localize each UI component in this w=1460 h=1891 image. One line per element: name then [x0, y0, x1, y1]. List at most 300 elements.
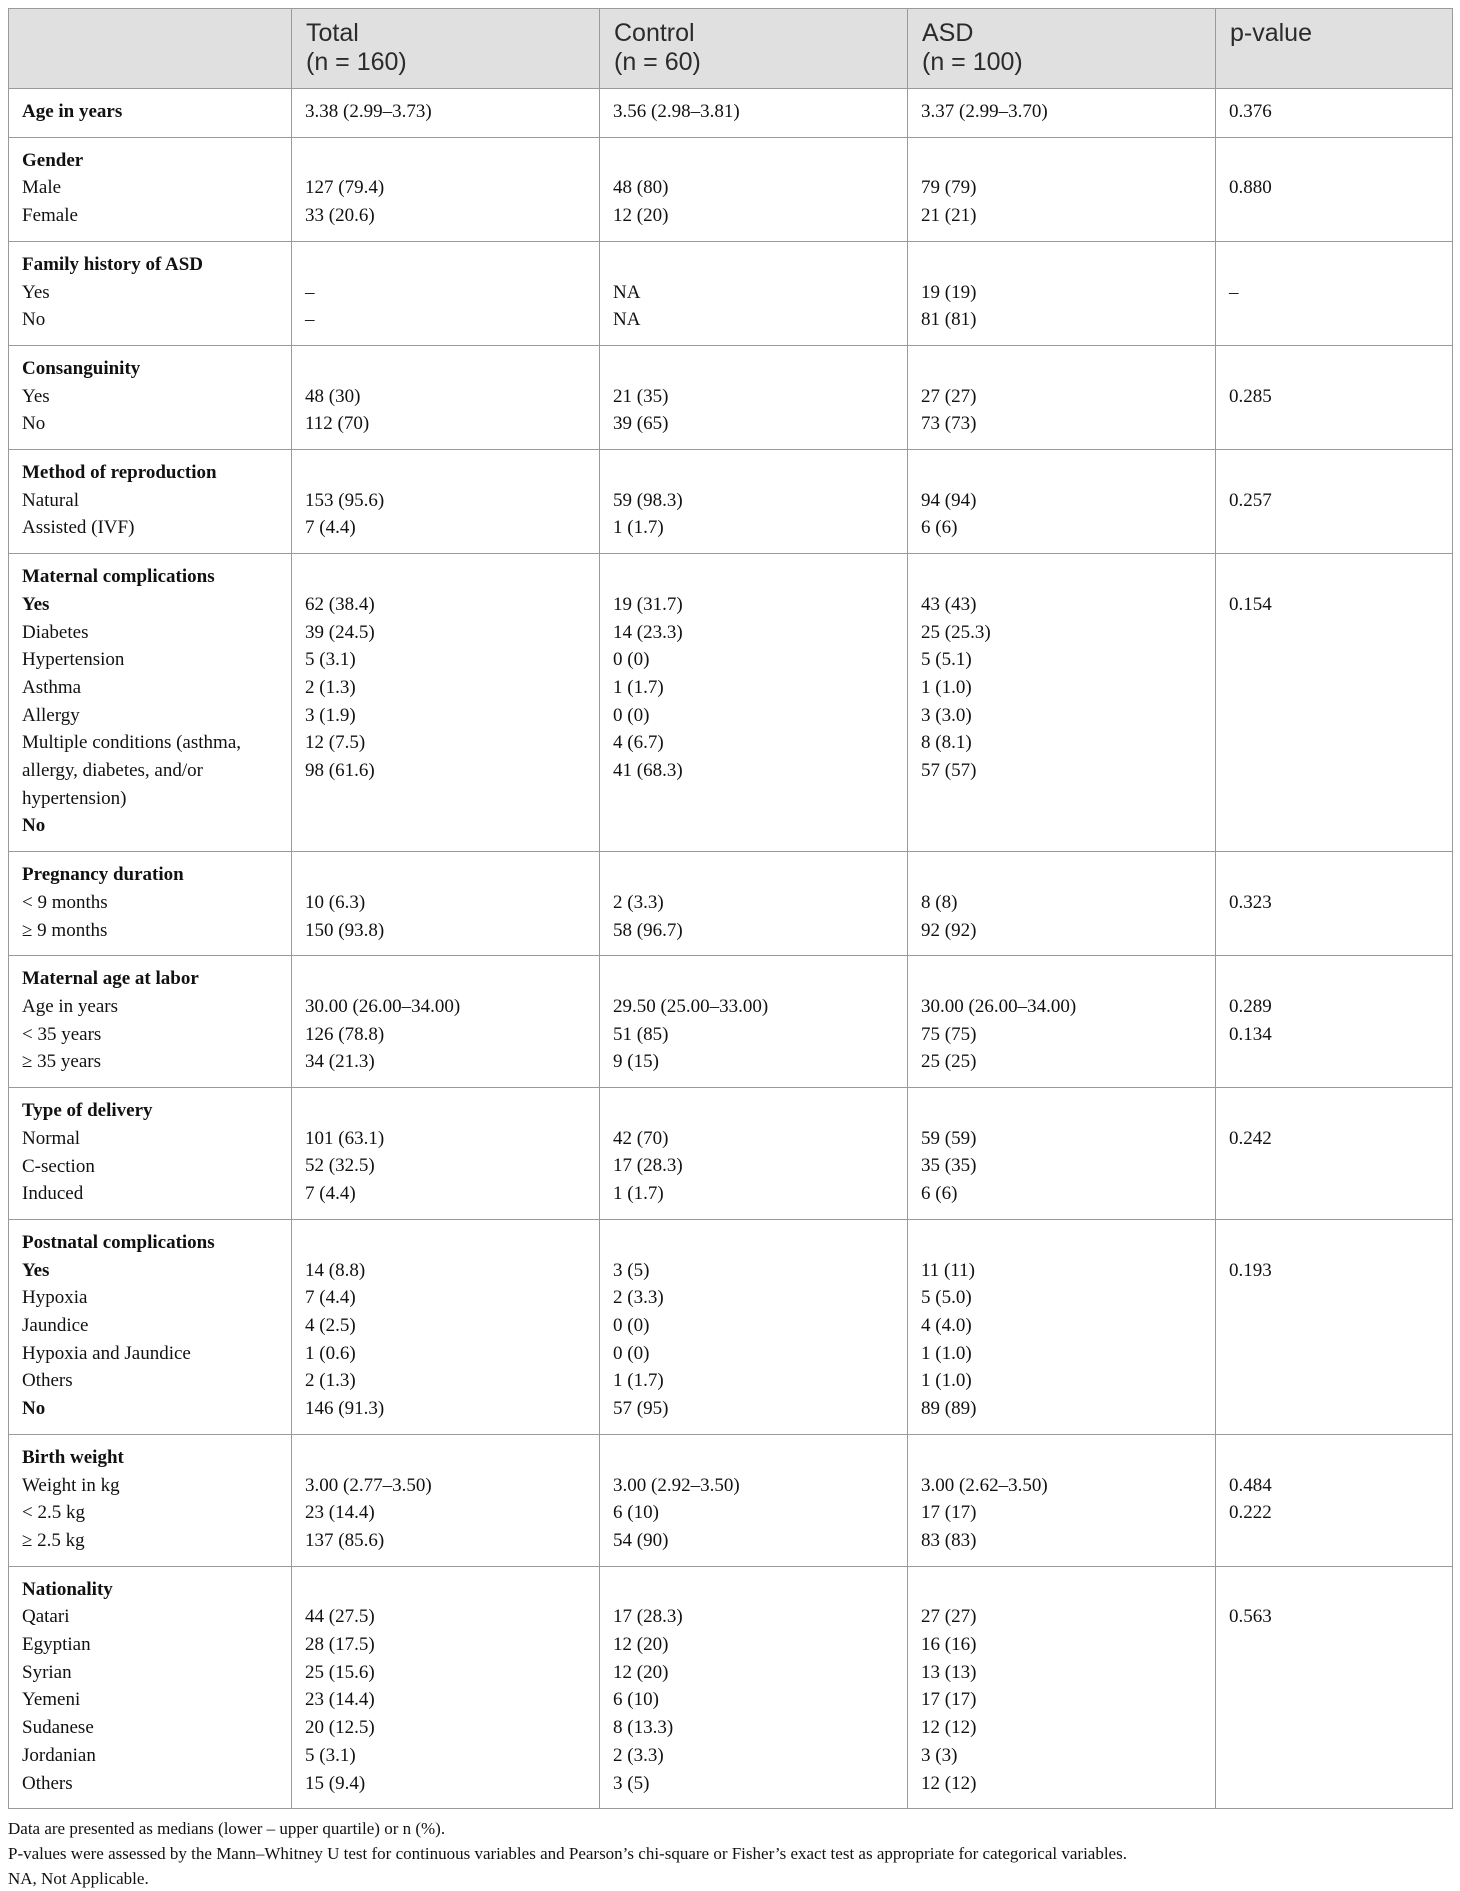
cell-value: 30.00 (26.00–34.00) [305, 995, 461, 1017]
subcategory-label: Jordanian [22, 1744, 96, 1766]
cell-value: 51 (85) [613, 1023, 669, 1045]
table-row [9, 89, 1453, 138]
subcategory-label: < 2.5 kg [22, 1502, 85, 1524]
cell-value: 1 (1.7) [613, 1183, 664, 1205]
subcategory-label: hypertension) [22, 787, 127, 809]
spacer [613, 251, 894, 279]
subcategory-label: No [22, 1398, 46, 1420]
spacer [1229, 147, 1439, 175]
cell-value: 12 (7.5) [305, 732, 366, 754]
cell-value: 34 (21.3) [305, 1051, 375, 1073]
value-cell-p-value [1216, 1219, 1453, 1434]
subcategory-label: Yes [22, 385, 50, 407]
header-p-value-line-1: p-value [1230, 19, 1312, 47]
category-label: Birth weight [22, 1446, 124, 1468]
header-control-line-2: (n = 60) [614, 48, 701, 76]
cell-value: 126 (78.8) [305, 1023, 385, 1045]
cell-value: 2 (1.3) [305, 1370, 356, 1392]
cell-value: 44 (27.5) [305, 1606, 375, 1628]
spacer [613, 861, 894, 889]
spacer [1229, 861, 1439, 889]
cell-value: 7 (4.4) [305, 1183, 356, 1205]
cell-value: 33 (20.6) [305, 205, 375, 227]
cell-value: 35 (35) [921, 1155, 977, 1177]
header-cell-asd [908, 9, 1216, 89]
cell-value: 21 (35) [613, 385, 669, 407]
category-label: Gender [22, 149, 84, 171]
spacer [613, 1444, 894, 1472]
subcategory-label: Others [22, 1772, 73, 1794]
cell-value: 0.289 [1229, 995, 1272, 1017]
cell-value: 7 (4.4) [305, 517, 356, 539]
cell-value: 3.00 (2.92–3.50) [613, 1474, 740, 1496]
row-label-cell [9, 956, 292, 1088]
spacer [305, 1229, 586, 1257]
subcategory-label: Weight in kg [22, 1474, 120, 1496]
cell-value: 13 (13) [921, 1661, 977, 1683]
spacer [1229, 459, 1439, 487]
value-cell-p-value [1216, 345, 1453, 449]
spacer [613, 965, 894, 993]
spacer [921, 355, 1202, 383]
category-label: Maternal age at labor [22, 968, 199, 990]
value-cell-p-value [1216, 1434, 1453, 1566]
cell-value: 41 (68.3) [613, 760, 683, 782]
row-label-cell [9, 1088, 292, 1220]
cell-value: 137 (85.6) [305, 1529, 385, 1551]
cell-value: 39 (24.5) [305, 621, 375, 643]
value-cell-control [600, 1566, 908, 1809]
cell-value: 3 (5) [613, 1259, 650, 1281]
cell-value: 30.00 (26.00–34.00) [921, 995, 1077, 1017]
cell-value: 98 (61.6) [305, 760, 375, 782]
value-cell-asd [908, 450, 1216, 554]
cell-value: 3 (3) [921, 1744, 958, 1766]
value-cell-p-value [1216, 554, 1453, 852]
value-cell-total [292, 345, 600, 449]
spacer [921, 1444, 1202, 1472]
value-cell-p-value [1216, 1088, 1453, 1220]
subcategory-label: Hypertension [22, 649, 125, 671]
subcategory-label: < 35 years [22, 1023, 102, 1045]
cell-value: 39 (65) [613, 413, 669, 435]
cell-value: 3.37 (2.99–3.70) [921, 101, 1048, 122]
table-row [9, 1088, 1453, 1220]
subcategory-label: Yemeni [22, 1689, 81, 1711]
spacer [921, 563, 1202, 591]
subcategory-label: Hypoxia [22, 1287, 88, 1309]
category-label: Family history of ASD [22, 253, 204, 275]
cell-value: 2 (3.3) [613, 1287, 664, 1309]
table-row [9, 554, 1453, 852]
cell-value: – [305, 281, 315, 303]
cell-value: 17 (28.3) [613, 1606, 683, 1628]
value-cell-asd [908, 554, 1216, 852]
cell-value: 6 (10) [613, 1502, 659, 1524]
header-asd-line-1: ASD [922, 19, 974, 47]
cell-value: 1 (1.0) [921, 676, 972, 698]
row-label-cell [9, 241, 292, 345]
value-cell-asd [908, 1434, 1216, 1566]
cell-value: 0.257 [1229, 489, 1272, 511]
category-label: Maternal complications [22, 566, 215, 588]
value-cell-total [292, 554, 600, 852]
spacer [613, 355, 894, 383]
spacer [613, 1229, 894, 1257]
table-row [9, 1219, 1453, 1434]
cell-value: 0.323 [1229, 891, 1272, 913]
value-cell-total [292, 1434, 600, 1566]
subcategory-label: < 9 months [22, 891, 108, 913]
subcategory-label: Asthma [22, 676, 82, 698]
cell-value: 4 (2.5) [305, 1315, 356, 1336]
subcategory-label: Qatari [22, 1606, 70, 1628]
value-cell-p-value [1216, 241, 1453, 345]
value-cell-p-value [1216, 89, 1453, 138]
subcategory-label: Normal [22, 1127, 81, 1149]
value-cell-control [600, 450, 908, 554]
spacer [305, 251, 586, 279]
subcategory-label: Jaundice [22, 1315, 89, 1337]
cell-value: 14 (8.8) [305, 1259, 366, 1281]
value-cell-total [292, 1088, 600, 1220]
spacer [921, 1229, 1202, 1257]
cell-value: 11 (11) [921, 1259, 975, 1281]
subcategory-label: Induced [22, 1183, 84, 1205]
subcategory-label: Others [22, 1370, 73, 1392]
cell-value: 7 (4.4) [305, 1287, 356, 1309]
cell-value: 0.880 [1229, 177, 1272, 199]
cell-value: 62 (38.4) [305, 593, 375, 615]
cell-value: 25 (25.3) [921, 621, 991, 643]
cell-value: 6 (10) [613, 1689, 659, 1711]
cell-value: 19 (19) [921, 281, 977, 303]
cell-value: 5 (3.1) [305, 649, 356, 671]
cell-value: 5 (5.1) [921, 649, 972, 671]
row-label-cell [9, 137, 292, 241]
cell-value: 48 (80) [613, 177, 669, 199]
value-cell-control [600, 89, 908, 138]
subcategory-label: Assisted (IVF) [22, 517, 135, 539]
header-cell-p-value [1216, 9, 1453, 89]
category-label: Consanguinity [22, 357, 141, 379]
subcategory-label: Male [22, 177, 62, 199]
cell-value: 146 (91.3) [305, 1398, 385, 1420]
spacer [613, 1097, 894, 1125]
subcategory-label: Yes [22, 593, 50, 615]
value-cell-asd [908, 852, 1216, 956]
table-row [9, 1566, 1453, 1809]
cell-value: – [305, 309, 315, 331]
subcategory-label: Female [22, 205, 78, 227]
value-cell-total [292, 450, 600, 554]
cell-value: 59 (98.3) [613, 489, 683, 511]
cell-value: 54 (90) [613, 1529, 669, 1551]
spacer [1229, 1444, 1439, 1472]
cell-value: 42 (70) [613, 1127, 669, 1149]
cell-value: 21 (21) [921, 205, 977, 227]
spacer [613, 1576, 894, 1604]
cell-value: 0.563 [1229, 1606, 1272, 1628]
table-row [9, 852, 1453, 956]
subcategory-label: Natural [22, 489, 79, 511]
cell-value: 4 (6.7) [613, 732, 664, 754]
header-cell-control [600, 9, 908, 89]
value-cell-control [600, 1434, 908, 1566]
value-cell-total [292, 956, 600, 1088]
row-label-cell [9, 450, 292, 554]
cell-value: 3 (5) [613, 1772, 650, 1794]
table-row [9, 345, 1453, 449]
cell-value: 0 (0) [613, 649, 650, 671]
cell-value: 25 (25) [921, 1051, 977, 1073]
cell-value: 81 (81) [921, 309, 977, 331]
cell-value: 14 (23.3) [613, 621, 683, 643]
cell-value: 0.134 [1229, 1023, 1272, 1045]
cell-value: 5 (5.0) [921, 1287, 972, 1309]
value-cell-p-value [1216, 852, 1453, 956]
subcategory-label: ≥ 35 years [22, 1051, 102, 1073]
value-cell-total [292, 89, 600, 138]
cell-value: 0 (0) [613, 1315, 650, 1336]
cell-value: 23 (14.4) [305, 1502, 375, 1524]
cell-value: 12 (20) [613, 1661, 669, 1683]
subcategory-label: Hypoxia and Jaundice [22, 1342, 191, 1364]
cell-value: 3.38 (2.99–3.73) [305, 101, 432, 122]
cell-value: 0 (0) [613, 704, 650, 726]
cell-value: 1 (1.0) [921, 1370, 972, 1392]
spacer [305, 1097, 586, 1125]
category-label: Nationality [22, 1578, 113, 1600]
spacer [613, 147, 894, 175]
spacer [305, 563, 586, 591]
value-cell-control [600, 241, 908, 345]
subcategory-label: Diabetes [22, 621, 89, 643]
cell-value: 0.376 [1229, 101, 1272, 122]
cell-value: 0.285 [1229, 385, 1272, 407]
cell-value: 19 (31.7) [613, 593, 683, 615]
cell-value: 1 (1.0) [921, 1342, 972, 1364]
cell-value: 3.00 (2.62–3.50) [921, 1474, 1048, 1496]
cell-value: 12 (20) [613, 1634, 669, 1656]
cell-value: 0.484 [1229, 1474, 1272, 1496]
cell-value: 17 (17) [921, 1502, 977, 1524]
cell-value: 8 (8) [921, 891, 958, 913]
subcategory-label: No [22, 309, 46, 331]
subcategory-label: No [22, 815, 46, 837]
header-cell-label [9, 9, 292, 89]
cell-value: 8 (8.1) [921, 732, 972, 754]
value-cell-asd [908, 956, 1216, 1088]
value-cell-control [600, 1088, 908, 1220]
cell-value: 112 (70) [305, 413, 370, 435]
spacer [1229, 251, 1439, 279]
value-cell-total [292, 137, 600, 241]
table-row [9, 137, 1453, 241]
subcategory-label: Yes [22, 1259, 50, 1281]
spacer [1229, 1229, 1439, 1257]
spacer [1229, 1097, 1439, 1125]
category-label: Type of delivery [22, 1100, 153, 1122]
cell-value: 153 (95.6) [305, 489, 385, 511]
row-label-cell [9, 852, 292, 956]
cell-value: 150 (93.8) [305, 919, 385, 941]
subcategory-label: Sudanese [22, 1717, 94, 1739]
cell-value: 3.56 (2.98–3.81) [613, 101, 740, 122]
cell-value: 0.242 [1229, 1127, 1272, 1149]
spacer [305, 1444, 586, 1472]
category-label: Method of reproduction [22, 462, 217, 484]
spacer [1229, 563, 1439, 591]
subcategory-label: Syrian [22, 1661, 72, 1683]
cell-value: 1 (1.7) [613, 1370, 664, 1392]
cell-value: 58 (96.7) [613, 919, 683, 941]
header-control-line-1: Control [614, 19, 695, 47]
cell-value: NA [613, 309, 641, 331]
row-label-cell [9, 1219, 292, 1434]
cell-value: 6 (6) [921, 1183, 958, 1205]
cell-value: 16 (16) [921, 1634, 977, 1656]
value-cell-asd [908, 241, 1216, 345]
spacer [305, 965, 586, 993]
cell-value: 89 (89) [921, 1398, 977, 1420]
subcategory-label: No [22, 413, 46, 435]
subcategory-label: ≥ 9 months [22, 919, 108, 941]
spacer [921, 147, 1202, 175]
cell-value: 27 (27) [921, 385, 977, 407]
cell-value: 23 (14.4) [305, 1689, 375, 1711]
cell-value: 73 (73) [921, 413, 977, 435]
value-cell-total [292, 1219, 600, 1434]
cell-value: 25 (15.6) [305, 1661, 375, 1683]
header-total-line-2: (n = 160) [306, 48, 407, 76]
header-asd-line-2: (n = 100) [922, 48, 1023, 76]
header-cell-total [292, 9, 600, 89]
value-cell-control [600, 852, 908, 956]
cell-value: 6 (6) [921, 517, 958, 539]
subcategory-label: Multiple conditions (asthma, [22, 732, 242, 754]
cell-value: 2 (3.3) [613, 1744, 664, 1766]
cell-value: 83 (83) [921, 1529, 977, 1551]
value-cell-asd [908, 1219, 1216, 1434]
spacer [921, 251, 1202, 279]
cell-value: 12 (12) [921, 1772, 977, 1794]
spacer [921, 1576, 1202, 1604]
spacer [305, 861, 586, 889]
spacer [1229, 355, 1439, 383]
cell-value: NA [613, 281, 641, 303]
value-cell-p-value [1216, 1566, 1453, 1809]
spacer [1229, 1576, 1439, 1604]
cell-value: 12 (12) [921, 1717, 977, 1739]
cell-value: 2 (3.3) [613, 891, 664, 913]
cell-value: 20 (12.5) [305, 1717, 375, 1739]
value-cell-total [292, 1566, 600, 1809]
cell-value: 43 (43) [921, 593, 977, 615]
cell-value: 29.50 (25.00–33.00) [613, 995, 769, 1017]
value-cell-p-value [1216, 450, 1453, 554]
cell-value: 0.154 [1229, 593, 1272, 615]
spacer [921, 861, 1202, 889]
value-cell-asd [908, 1566, 1216, 1809]
cell-value: 5 (3.1) [305, 1744, 356, 1766]
spacer [921, 965, 1202, 993]
cell-value: 59 (59) [921, 1127, 977, 1149]
cell-value: 10 (6.3) [305, 891, 366, 913]
cell-value: 0.222 [1229, 1502, 1272, 1524]
footnote-p-values: P-values were assessed by the Mann–Whitney U test for continuous variables and Pearson’s chi-square or Fisher’s exact test as appropriate for categorical variables. [8, 1844, 1127, 1864]
cell-value: 1 (1.7) [613, 676, 664, 698]
value-cell-control [600, 554, 908, 852]
cell-value: 4 (4.0) [921, 1315, 972, 1336]
spacer [305, 1576, 586, 1604]
cell-value: – [1229, 281, 1239, 303]
header-total-line-1: Total [306, 19, 359, 47]
subcategory-label: Age in years [22, 995, 119, 1017]
cell-value: 27 (27) [921, 1606, 977, 1628]
cell-value: 8 (13.3) [613, 1717, 674, 1739]
row-label-cell [9, 89, 292, 138]
value-cell-p-value [1216, 137, 1453, 241]
value-cell-control [600, 345, 908, 449]
cell-value: 28 (17.5) [305, 1634, 375, 1656]
document-page [8, 8, 1452, 1891]
footnote-data-presentation: Data are presented as medians (lower – upper quartile) or n (%). [8, 1819, 446, 1839]
footnote-na: NA, Not Applicable. [8, 1869, 149, 1889]
subcategory-label: Egyptian [22, 1634, 91, 1656]
cell-value: 17 (17) [921, 1689, 977, 1711]
cell-value: 0.193 [1229, 1259, 1272, 1281]
value-cell-asd [908, 1088, 1216, 1220]
table-row [9, 1434, 1453, 1566]
subcategory-label: allergy, diabetes, and/or [22, 760, 203, 782]
subcategory-label: C-section [22, 1155, 95, 1177]
value-cell-total [292, 852, 600, 956]
category-label: Pregnancy duration [22, 864, 184, 886]
cell-value: 0 (0) [613, 1342, 650, 1364]
spacer [613, 459, 894, 487]
cell-value: 57 (95) [613, 1398, 669, 1420]
cell-value: 12 (20) [613, 205, 669, 227]
category-label: Age in years [22, 101, 123, 122]
cell-value: 57 (57) [921, 760, 977, 782]
spacer [305, 147, 586, 175]
value-cell-total [292, 241, 600, 345]
spacer [921, 459, 1202, 487]
cell-value: 1 (0.6) [305, 1342, 356, 1364]
value-cell-asd [908, 345, 1216, 449]
subcategory-label: ≥ 2.5 kg [22, 1529, 85, 1551]
cell-value: 94 (94) [921, 489, 977, 511]
cell-value: 92 (92) [921, 919, 977, 941]
subcategory-label: Yes [22, 281, 50, 303]
value-cell-asd [908, 89, 1216, 138]
spacer [1229, 965, 1439, 993]
cell-value: 3.00 (2.77–3.50) [305, 1474, 432, 1496]
spacer [921, 1097, 1202, 1125]
cell-value: 3 (3.0) [921, 704, 972, 726]
value-cell-asd [908, 137, 1216, 241]
cell-value: 52 (32.5) [305, 1155, 375, 1177]
row-label-cell [9, 1434, 292, 1566]
cell-value: 15 (9.4) [305, 1772, 366, 1794]
table-row [9, 241, 1453, 345]
value-cell-control [600, 956, 908, 1088]
value-cell-p-value [1216, 956, 1453, 1088]
cell-value: 127 (79.4) [305, 177, 385, 199]
cell-value: 75 (75) [921, 1023, 977, 1045]
spacer [305, 355, 586, 383]
